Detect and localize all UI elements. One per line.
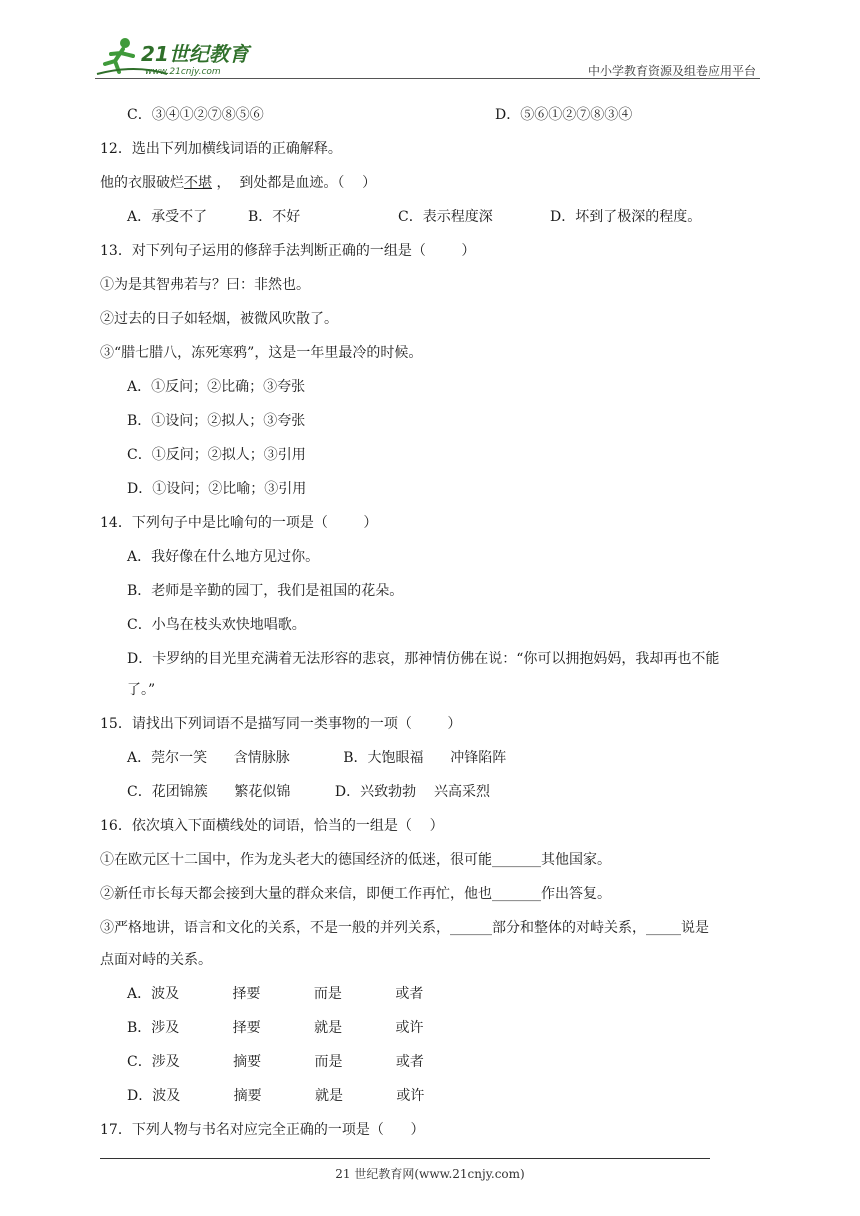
q16-option-b: B．涉及 择要 就是 或许 [127, 1020, 424, 1036]
q16-sentence-3: ③严格地讲，语言和文化的关系，不是一般的并列关系，______部分和整体的对峙关系，_____说是 [100, 920, 709, 936]
q12-sentence [100, 173, 376, 193]
q14-option-c: C．小鸟在枝头欢快地唱歌。 [127, 617, 306, 633]
q13-option-b: B．①设问；②拟人；③夸张 [127, 413, 306, 429]
q13-sentence-3: ③“腊七腊八，冻死寒鸦”，这是一年里最冷的时候。 [100, 345, 423, 361]
q15-options-cd: C．花团锦簇 繁花似锦 D．兴致勃勃 兴高采烈 [127, 784, 490, 800]
q14-option-b: B．老师是辛勤的园丁，我们是祖国的花朵。 [127, 583, 404, 599]
q13-option-c: C．①反问；②拟人；③引用 [127, 447, 306, 463]
q14-option-a: A．我好像在什么地方见过你。 [127, 549, 320, 565]
q14-option-d-cont: 了。” [127, 682, 156, 698]
q16-sentence-1: ①在欧元区十二国中，作为龙头老大的德国经济的低迷，很可能_______其他国家。 [100, 852, 611, 868]
site-logo [95, 34, 265, 78]
header-divider [95, 78, 760, 79]
q16-option-d: D．波及 摘要 就是 或许 [127, 1088, 425, 1104]
q11-option-d: D．⑤⑥①②⑦⑧③④ [495, 107, 633, 123]
q17-stem: 17．下列人物与书名对应完全正确的一项是（ ） [100, 1122, 425, 1138]
q12-option-a: A．承受不了 [127, 209, 208, 225]
q12-sentence-end: ， 到处都是血迹。（ ） [212, 175, 377, 191]
logo-runner-head [120, 38, 130, 48]
q13-option-a: A．①反问；②比确；③夸张 [127, 379, 306, 395]
q12-underlined-word: 不堪 [184, 175, 212, 191]
logo-url: www.21cnjy.com [145, 67, 221, 77]
q14-stem: 14．下列句子中是比喻句的一项是（ ） [100, 515, 378, 531]
header-platform-text: 中小学教育资源及组卷应用平台 [587, 64, 756, 78]
q12-option-b: B．不好 [248, 209, 301, 225]
q16-stem: 16．依次填入下面横线处的词语，恰当的一组是（ ） [100, 818, 444, 834]
q11-option-c: C．③④①②⑦⑧⑤⑥ [127, 107, 264, 123]
footer-site-link: 21 世纪教育网(www.21cnjy.com) [335, 1167, 525, 1181]
q16-option-c: C．涉及 摘要 而是 或者 [127, 1054, 424, 1070]
footer-divider [100, 1158, 710, 1159]
logo-text: 21世纪教育 [141, 42, 249, 66]
q16-sentence-3-cont: 点面对峙的关系。 [100, 952, 212, 968]
q12-option-c: C．表示程度深 [398, 209, 493, 225]
q15-options-ab: A．莞尔一笑 含情脉脉 B．大饱眼福 冲锋陷阵 [127, 750, 507, 766]
q12-sentence-start: 他的衣服破烂 [100, 175, 184, 191]
q12-stem: 12．选出下列加横线词语的正确解释。 [100, 141, 342, 157]
q16-option-a: A．波及 择要 而是 或者 [127, 986, 424, 1002]
q13-stem: 13．对下列句子运用的修辞手法判断正确的一组是（ ） [100, 243, 476, 259]
q14-option-d: D．卡罗纳的目光里充满着无法形容的悲哀，那神情仿佛在说：“你可以拥抱妈妈，我却再也不能 [127, 651, 720, 667]
page-header [95, 30, 760, 82]
q13-option-d: D．①设问；②比喻；③引用 [127, 481, 307, 497]
q16-sentence-2: ②新任市长每天都会接到大量的群众来信，即便工作再忙，他也_______作出答复。 [100, 886, 611, 902]
q13-sentence-2: ②过去的日子如轻烟，被微风吹散了。 [100, 311, 338, 327]
q12-option-d: D．坏到了极深的程度。 [550, 209, 702, 225]
q13-sentence-1: ①为是其智弗若与？曰：非然也。 [100, 277, 310, 293]
q15-stem: 15．请找出下列词语不是描写同一类事物的一项（ ） [100, 716, 462, 732]
